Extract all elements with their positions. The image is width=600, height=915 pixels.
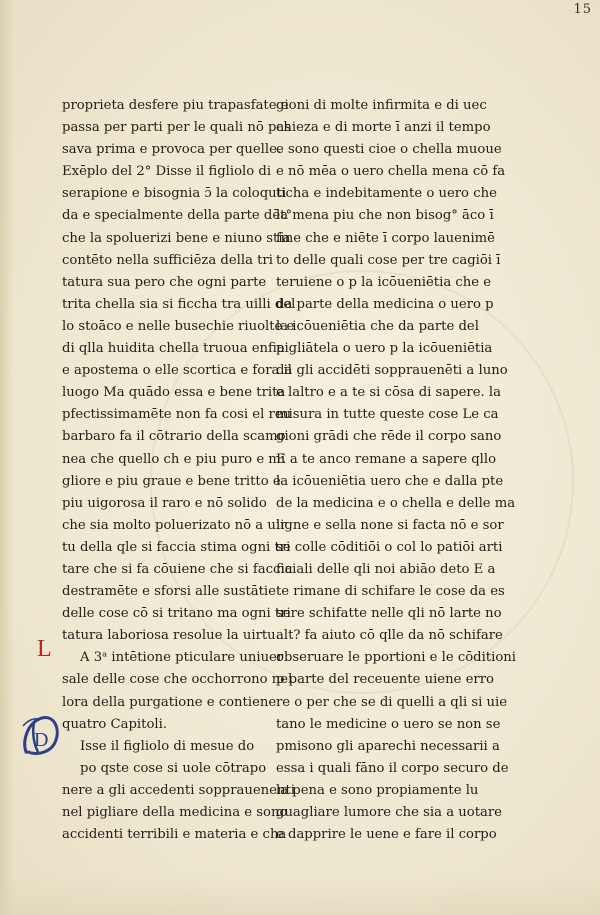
text-line: da gli accidēti sopprauenēti a luno (276, 363, 508, 379)
text-line: po qste cose si uole cōtrapo (80, 760, 267, 776)
text-line: tatura sua pero che ogni parte (62, 274, 267, 290)
red-initial-L (34, 634, 56, 660)
text-line: Isse il figliolo di mesue do (80, 738, 255, 754)
decorated-initial-D (20, 712, 62, 758)
text-line: serapione e bisognia ɔ̄ la coloquti (62, 186, 287, 202)
text-line: passa per parti per le quali nō pas (62, 120, 292, 136)
text-line: e laltro e a te si cōsa di sapere. la (276, 385, 501, 401)
text-line: gioni grādi che rēde il corpo sano (276, 429, 502, 445)
text-line: la icōueniētia che da parte del (276, 318, 479, 334)
left-text-column (34, 95, 296, 846)
text-line: la icōueniētia uero che e dalla pte (276, 473, 504, 489)
text-line: essa i quali fāno il corpo securo de (276, 760, 509, 776)
text-line: e sono questi cioe o chella muoue (276, 142, 502, 158)
initial-D-glyph: D (34, 729, 49, 751)
text-line: luogo Ma quādo essa e bene trita (62, 385, 286, 401)
text-line: A 3ᵃ intētione pticulare uniuer (80, 650, 284, 666)
text-line: e nō mēa o uero chella mena cō fa (276, 164, 506, 180)
text-line: p parte del receuente uiene erro (276, 672, 494, 688)
text-line: tu della qle si faccia stima ogni tri (62, 539, 291, 555)
text-line: de la medicina e o chella e delle ma (276, 495, 516, 511)
text-line: E a te anco remane a sapere qllo (276, 451, 497, 467)
text-line: pigliātela o uero p la icōueniētia (276, 341, 493, 357)
text-line: trita chella sia si ficcha tra uilli del (62, 296, 296, 312)
text-line: sava prima e provoca per quelle. (62, 142, 282, 158)
text-line: te rimane di schifare le cose da es (276, 584, 505, 600)
text-line: da e specialmente della parte dēt° (62, 208, 293, 224)
text-line: to delle quali cose per tre cagiōi ī (276, 252, 501, 268)
text-line: che la spoluerizi bene e niuno stia (62, 230, 291, 246)
text-line: la pena e sono propiamente lu (276, 782, 479, 798)
text-line: che sia molto poluerizato nō a uir (62, 517, 287, 533)
text-line: lo stoāco e nelle busechie riuolte e (62, 318, 295, 334)
initial-L-glyph: L (37, 636, 52, 662)
text-line: guagliare lumore che sia a uotare (276, 805, 502, 820)
text-line: alt? fa aiuto cō qlle da nō schifare (276, 628, 503, 644)
text-line: nel pigliare della medicina e sono (62, 805, 288, 820)
folio-number: 15 (573, 2, 592, 17)
text-line: chieza e di morte ī anzi il tempo (276, 120, 491, 136)
text-line: sere schifatte nelle qli nō larte no (276, 606, 502, 622)
text-line: da parte della medicina o uero p (276, 296, 494, 312)
text-line: delle cose cō si tritano ma ogni tri (62, 606, 291, 622)
text-line: ticha e indebitamente o uero che (276, 186, 497, 202)
text-line: gioni di molte infirmita e di uec (276, 98, 487, 113)
text-line: gliore e piu graue e bene tritto e (62, 473, 281, 489)
text-line: tatura laboriosa resolue la uirtu. (62, 628, 280, 644)
text-line: e dapprire le uene e fare il corpo (276, 827, 497, 843)
page-edge-shadow (0, 0, 14, 915)
text-line: piu uigorosa il raro e nō solido (62, 495, 267, 511)
text-line: sale delle cose che occhorrono nel (62, 672, 293, 688)
text-line: obseruare le pportioni e le cōditioni (276, 650, 516, 666)
text-line: contēto nella sufficiēza della tri (62, 252, 273, 268)
text-line: e apostema o elle scortica e fora il (62, 363, 293, 379)
text-line: misura in tutte queste cose Le ca (276, 407, 499, 423)
text-line: destramēte e sforsi alle sustātie (62, 584, 276, 600)
text-line: la mena piu che non bisog° āco ī (276, 208, 494, 224)
page-bottom-shadow (0, 875, 600, 915)
text-line: tano le medicine o uero se non se (276, 716, 501, 732)
text-line: accidenti terribili e materia e cha (62, 827, 287, 843)
text-line: pfectissimamēte non fa cosi el reu (62, 407, 292, 423)
text-line: Exēplo del 2° Disse il figliolo di (62, 164, 272, 180)
text-line: fine che e niēte ī corpo lauenimē (276, 230, 495, 246)
text-line: se colle cōditiōi o col lo patiōi arti (276, 539, 503, 555)
text-line: proprieta desfere piu trapasfate e (62, 98, 289, 113)
text-line: pmisono gli aparechi necessarii a (276, 738, 500, 754)
text-line: ligne e sella none si facta nō e sor (276, 517, 504, 533)
right-text-column (276, 95, 516, 846)
text-line: nere a gli accedenti sopprauenenti (62, 782, 295, 798)
text-line: re o per che se di quelli a qli si uie (276, 694, 508, 710)
text-line: nea che quello ch e piu puro e mi (62, 451, 286, 467)
text-line: ficiali delle qli noi abiāo deto E a (276, 561, 496, 577)
text-line: lora della purgatione e contiene (62, 694, 277, 710)
text-line: di qlla huidita chella truoua enfia (62, 341, 285, 357)
text-line: quatro Capitoli. (62, 716, 168, 732)
text-line: teruiene o p la icōueniētia che e (276, 274, 492, 290)
text-line: tare che si fa cōuiene che si faccia (62, 561, 293, 577)
text-line: barbaro fa il cōtrario della scamo (62, 429, 286, 445)
